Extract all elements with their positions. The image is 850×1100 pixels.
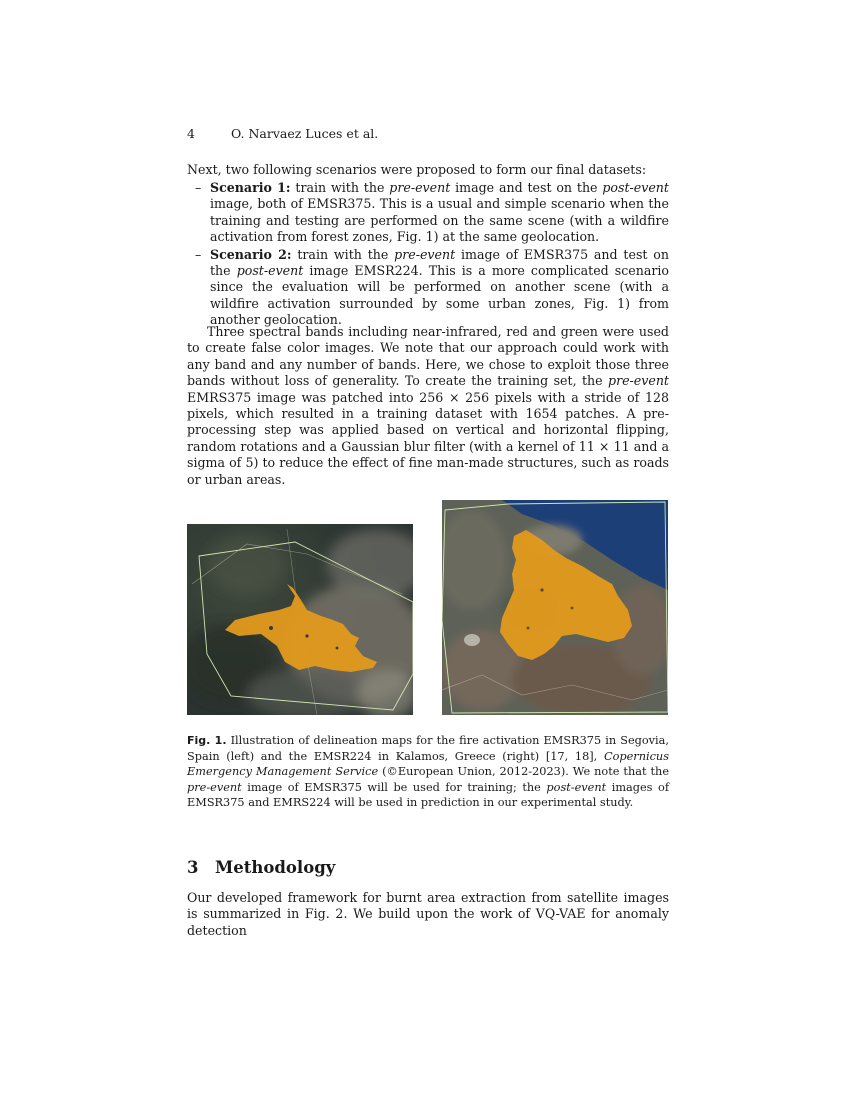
scenario-title: Scenario 1: <box>210 180 291 195</box>
caption-text: images of EMSR375 and EMRS224 will be used in prediction in our experimental study. <box>187 780 669 810</box>
scenario-text: train with the <box>290 180 390 195</box>
running-header <box>187 126 378 141</box>
page-number: 4 <box>187 126 195 141</box>
figure-1-caption <box>187 733 669 811</box>
paragraph-emphasis: pre-event <box>608 373 669 389</box>
paragraph-text: Three spectral bands including near-infrared, red and green were used to create false color images. We note that our approach could work with any band and any number of bands. Here, we chose to exploit those three bands without loss of generality. To create the training set, the <box>187 324 669 389</box>
scenario-title: Scenario 2: <box>210 246 292 262</box>
paragraph-text: EMRS375 image was patched into 256 × 256 pixels with a stride of 128 pixels, which resulted in a training dataset with 1654 patches. A pre-processing step was applied based on vertical and horizontal flipping, random rotations and a Gaussian blur filter (with a kernel of 11 × 11 and a sigma of 5) to reduce the effect of fine man-made structures, such as roads or urban areas. <box>187 389 669 487</box>
scenario-text: image and test on the <box>450 180 603 195</box>
kalamos-map-image <box>442 500 668 715</box>
list-dash: – <box>195 246 202 262</box>
section-number: 3 <box>187 858 199 877</box>
section-heading <box>187 858 335 877</box>
scenario-item <box>187 247 669 329</box>
caption-text: Illustration of delineation maps for the fire activation EMSR375 in Segovia, Spain (left) and the EMSR224 in Kalamos, Greece (right) [17, 18], <box>187 734 669 763</box>
body-paragraph <box>187 324 669 488</box>
scenario-emphasis: post-event <box>602 180 669 195</box>
caption-emphasis: Copernicus Emergency Management Service <box>187 749 669 779</box>
scenario-item <box>187 180 669 246</box>
caption-text: (©European Union, 2012-2023). We note that the <box>378 765 669 779</box>
running-authors: O. Narvaez Luces et al. <box>231 126 379 141</box>
figure-1 <box>187 500 669 716</box>
intro-paragraph: Next, two following scenarios were proposed to form our final datasets: <box>187 162 647 177</box>
scenario-text: train with the <box>291 246 395 262</box>
scenario-text: image of EMSR375 and test on the <box>210 246 669 279</box>
segovia-map-image <box>187 524 413 715</box>
scenario-text: image EMSR224. This is a more complicated scenario since the evaluation will be performed on another scene (with a wildfire activation surrounded by some urban zones, Fig. 1) from another geolocation. <box>210 263 669 328</box>
caption-emphasis: pre-event <box>187 780 242 794</box>
scenario-text: image, both of EMSR375. This is a usual and simple scenario when the training and testing are performed on the same scene (with a wildfire activation from forest zones, Fig. 1) at the same geolocation. <box>210 196 669 245</box>
scenario-emphasis: post-event <box>236 263 304 279</box>
caption-label: Fig. 1. <box>187 734 227 747</box>
list-dash: – <box>195 180 202 195</box>
scenario-emphasis: pre-event <box>394 246 456 262</box>
caption-emphasis: post-event <box>546 780 607 794</box>
section-title: Methodology <box>215 858 336 877</box>
kalamos-delineation-map <box>442 500 668 715</box>
caption-text: image of EMSR375 will be used for training; the <box>241 780 547 794</box>
segovia-delineation-map <box>187 524 413 715</box>
scenario-list <box>187 180 669 330</box>
body-paragraph: Our developed framework for burnt area extraction from satellite images is summarized in Fig. 2. We build upon the work of VQ-VAE for anomaly detection <box>187 890 669 938</box>
scenario-emphasis: pre-event <box>389 180 451 195</box>
